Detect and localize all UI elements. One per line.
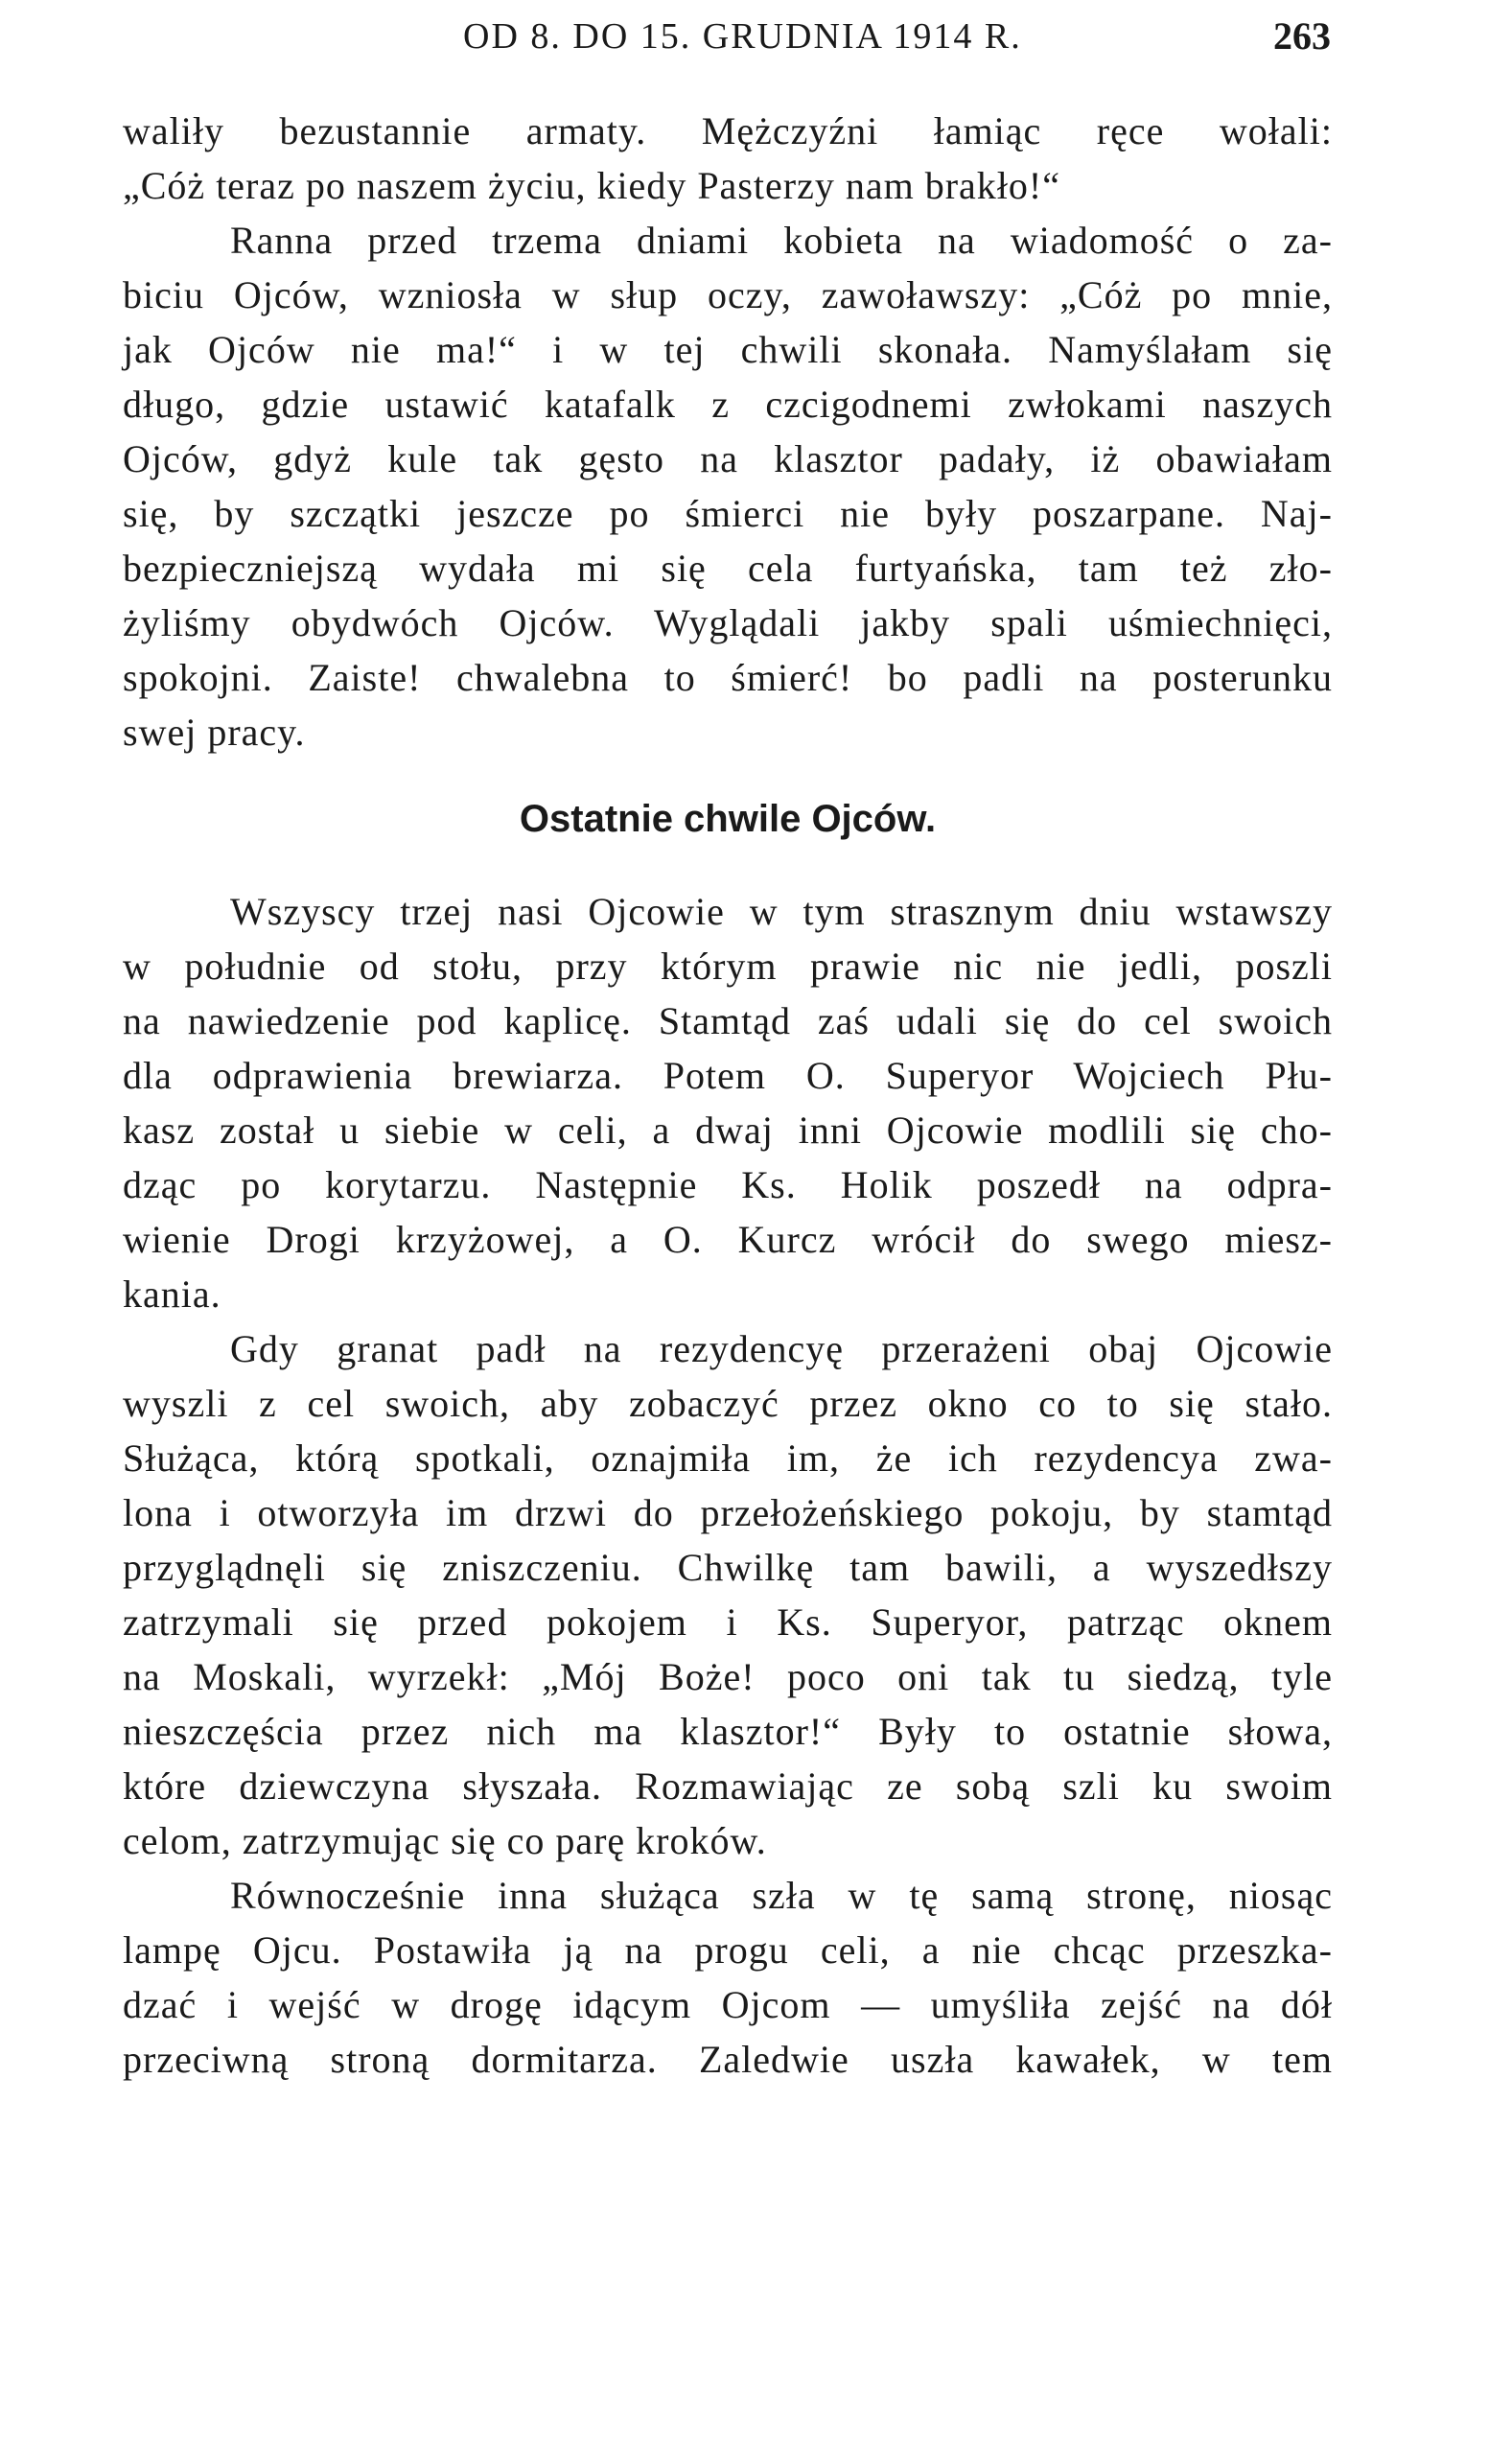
text-line: dla odprawienia brewiarza. Potem O. Superyor Wojciech Płu-	[123, 1054, 1333, 1097]
running-header-title: OD 8. DO 15. GRUDNIA 1914 R.	[463, 16, 1022, 57]
text-line: Wszyscy trzej nasi Ojcowie w tym strasznym dniu wstawszy	[230, 890, 1333, 933]
text-line: przyglądnęli się zniszczeniu. Chwilkę tam bawili, a wyszedłszy	[123, 1546, 1333, 1589]
text-line: przeciwną stroną dormitarza. Zaledwie uszła kawałek, w tem	[123, 2038, 1333, 2081]
paragraph-5	[123, 1868, 1333, 2087]
text-line: Służąca, którą spotkali, oznajmiła im, że ich rezydencya zwa-	[123, 1436, 1333, 1480]
text-line: celom, zatrzymując się co parę kroków.	[123, 1819, 767, 1862]
text-line: Równocześnie inna służąca szła w tę samą stronę, niosąc	[230, 1874, 1333, 1917]
text-line: w południe od stołu, przy którym prawie nic nie jedli, poszli	[123, 945, 1333, 988]
text-line: jak Ojców nie ma!“ i w tej chwili skonała. Namyślałam się	[123, 328, 1333, 371]
text-line: nieszczęścia przez nich ma klasztor!“ Były to ostatnie słowa,	[123, 1710, 1333, 1753]
text-line: bezpieczniejszą wydała mi się cela furtyańska, tam też zło-	[123, 547, 1333, 590]
text-line: dzać i wejść w drogę idącym Ojcom — umyśliła zejść na dół	[123, 1983, 1333, 2026]
running-header	[123, 8, 1331, 65]
text-line: Ojców, gdyż kule tak gęsto na klasztor padały, iż obawiałam	[123, 437, 1333, 480]
text-line: na Moskali, wyrzekł: „Mój Boże! poco oni tak tu siedzą, tyle	[123, 1655, 1333, 1698]
text-line: zatrzymali się przed pokojem i Ks. Superyor, patrząc oknem	[123, 1600, 1333, 1644]
text-line: się, by szczątki jeszcze po śmierci nie były poszarpane. Naj-	[123, 492, 1333, 535]
text-line: na nawiedzenie pod kaplicę. Stamtąd zaś udali się do cel swoich	[123, 999, 1333, 1042]
text-line: dząc po korytarzu. Następnie Ks. Holik poszedł na odpra-	[123, 1163, 1333, 1206]
text-line: „Cóż teraz po naszem życiu, kiedy Pasterzy nam brakło!“	[123, 164, 1060, 207]
text-line: wienie Drogi krzyżowej, a O. Kurcz wrócił do swego miesz-	[123, 1218, 1333, 1261]
text-line: wyszli z cel swoich, aby zobaczyć przez okno co to się stało.	[123, 1382, 1333, 1425]
text-line: lampę Ojcu. Postawiła ją na progu celi, a nie chcąc przeszka-	[123, 1928, 1333, 1972]
text-line: Gdy granat padł na rezydencyę przerażeni obaj Ojcowie	[230, 1327, 1333, 1370]
text-line: żyliśmy obydwóch Ojców. Wyglądali jakby spali uśmiechnięci,	[123, 601, 1333, 644]
section-heading: Ostatnie chwile Ojców.	[519, 798, 937, 840]
page-number: 263	[1273, 14, 1331, 58]
paragraph-4	[123, 1321, 1333, 1868]
paragraph-3	[123, 884, 1333, 1321]
text-line: które dziewczyna słyszała. Rozmawiając ze sobą szli ku swoim	[123, 1764, 1333, 1808]
text-line: kasz został u siebie w celi, a dwaj inni Ojcowie modlili się cho-	[123, 1109, 1333, 1152]
text-line: swej pracy.	[123, 711, 306, 754]
text-line: lona i otworzyła im drzwi do przełożeńskiego pokoju, by stamtąd	[123, 1491, 1333, 1534]
text-line: długo, gdzie ustawić katafalk z czcigodnemi zwłokami naszych	[123, 383, 1333, 426]
body-text	[123, 104, 1333, 2087]
text-line: spokojni. Zaiste! chwalebna to śmierć! bo padli na posterunku	[123, 656, 1333, 699]
text-line: kania.	[123, 1273, 221, 1316]
text-line: biciu Ojców, wzniosła w słup oczy, zawoławszy: „Cóż po mnie,	[123, 273, 1333, 316]
paragraph-1	[123, 104, 1333, 213]
paragraph-2	[123, 213, 1333, 759]
text-line: waliły bezustannie armaty. Mężczyźni łamiąc ręce wołali:	[123, 109, 1333, 152]
text-line: Ranna przed trzema dniami kobieta na wiadomość o za-	[230, 219, 1333, 262]
